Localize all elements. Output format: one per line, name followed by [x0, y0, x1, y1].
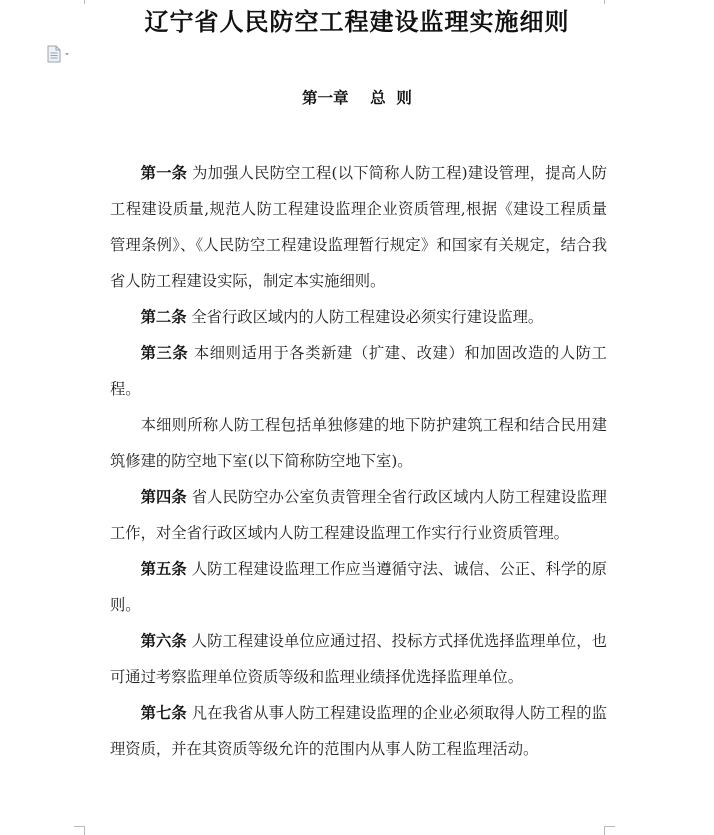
- article-3: [110, 335, 607, 407]
- article-text: 省人民防空办公室负责管理全省行政区域内人防工程建设监理工作，对全省行政区域内人防工程建设监理工作实行行业资质管理。: [110, 488, 607, 542]
- document-body: [110, 155, 607, 767]
- article-6: [110, 623, 607, 695]
- chapter-heading: 第一章 总 则: [302, 88, 412, 107]
- crop-mark-bottom-right: [604, 826, 605, 835]
- article-label: 第六条: [140, 632, 187, 650]
- article-4: [110, 479, 607, 551]
- article-text: 全省行政区域内的人防工程建设必须实行建设监理。: [191, 308, 544, 326]
- article-text: 人防工程建设单位应通过招、投标方式择优选择监理单位，也可通过考察监理单位资质等级和监理业绩择优选择监理单位。: [110, 632, 607, 686]
- article-1: [110, 155, 607, 299]
- crop-mark-bottom-left-h: [74, 826, 85, 827]
- article-label: 第二条: [140, 308, 187, 326]
- article-text: 凡在我省从事人防工程建设监理的企业必须取得人防工程的监理资质，并在其资质等级允许的范围内从事人防工程监理活动。: [110, 704, 607, 758]
- document-icon[interactable]: [46, 45, 72, 63]
- article-text: 本细则适用于各类新建（扩建、改建）和加固改造的人防工程。: [110, 344, 607, 398]
- article-label: 第四条: [140, 488, 187, 506]
- article-2: [110, 299, 607, 335]
- article-label: 第三条: [140, 344, 189, 362]
- article-7: [110, 695, 607, 767]
- article-label: 第一条: [140, 164, 188, 182]
- document-title: 辽宁省人民防空工程建设监理实施细则: [144, 8, 570, 36]
- article-text: 人防工程建设监理工作应当遵循守法、诚信、公正、科学的原则。: [110, 560, 607, 614]
- crop-mark-bottom-right-h: [604, 826, 615, 827]
- article-text: 本细则所称人防工程包括单独修建的地下防护建筑工程和结合民用建筑修建的防空地下室(以下简称防空地下室)。: [110, 416, 607, 470]
- article-text: 为加强人民防空工程(以下简称人防工程)建设管理，提高人防工程建设质量,规范人防工程建设监理企业资质管理,根据《建设工程质量管理条例》、《人民防空工程建设监理暂行规定》和国家有关规定，结合我省人防工程建设实际，制定本实施细则。: [110, 164, 607, 290]
- article-3-paragraph-2: [110, 407, 607, 479]
- article-label: 第五条: [140, 560, 187, 578]
- article-label: 第七条: [140, 704, 187, 722]
- article-5: [110, 551, 607, 623]
- crop-mark-bottom-left: [84, 826, 85, 835]
